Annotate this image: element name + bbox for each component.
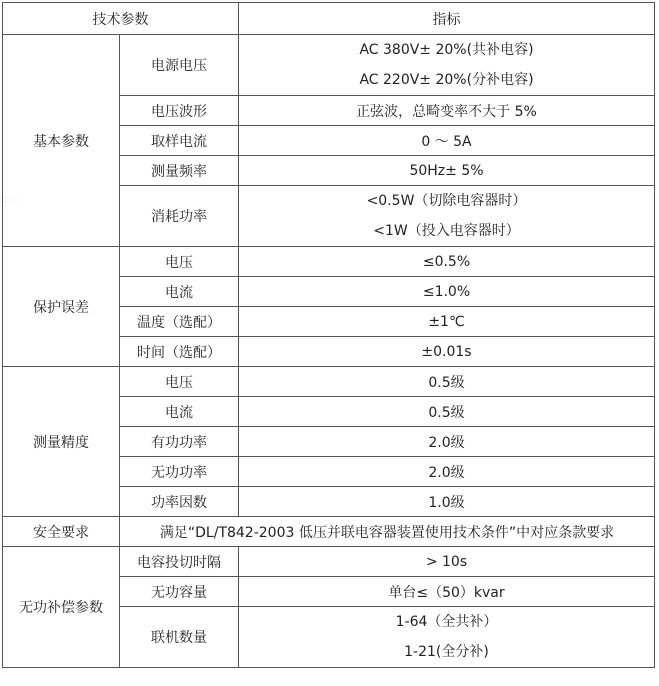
- spec-table: [2, 2, 655, 668]
- table-row: [3, 367, 655, 397]
- item-label: 电容投切时隔: [120, 547, 239, 577]
- item-label: 电压: [120, 367, 239, 397]
- group-label: 测量精度: [3, 367, 120, 517]
- item-value: 1.0级: [239, 487, 655, 517]
- value-line: AC 220V± 20%(分补电容): [359, 72, 534, 88]
- item-label: 时间（选配）: [120, 337, 239, 367]
- value-line: 1-64（全共补）: [395, 614, 498, 630]
- header-spec: 指标: [239, 3, 655, 35]
- item-value: [239, 186, 655, 247]
- watermark: ∷∷∷: [0, 196, 18, 206]
- value-line: 1-21(全分补): [404, 644, 489, 660]
- item-label: 联机数量: [120, 607, 239, 668]
- table-row: [3, 517, 655, 547]
- table-row: [3, 247, 655, 277]
- group-label: 保护误差: [3, 247, 120, 367]
- table-row: [3, 35, 655, 96]
- header-param: 技术参数: [3, 3, 239, 35]
- table-row: [3, 547, 655, 577]
- item-value: 0.5级: [239, 367, 655, 397]
- item-label: 功率因数: [120, 487, 239, 517]
- item-value: 2.0级: [239, 457, 655, 487]
- item-label: 电流: [120, 277, 239, 307]
- item-label: 电源电压: [120, 35, 239, 96]
- item-value: 满足“DL/T842-2003 低压并联电容器装置使用技术条件”中对应条款要求: [120, 517, 655, 547]
- item-label: 电压: [120, 247, 239, 277]
- item-label: 电压波形: [120, 96, 239, 126]
- item-label: 消耗功率: [120, 186, 239, 247]
- item-label: 温度（选配）: [120, 307, 239, 337]
- item-value: > 10s: [239, 547, 655, 577]
- item-value: 单台≤（50）kvar: [239, 577, 655, 607]
- item-label: 无功容量: [120, 577, 239, 607]
- value-line: <1W（投入电容器时）: [373, 223, 520, 239]
- item-value: ±1℃: [239, 307, 655, 337]
- group-label: 无功补偿参数: [3, 547, 120, 668]
- item-value: 正弦波，总畸变率不大于 5%: [239, 96, 655, 126]
- item-value: 50Hz± 5%: [239, 156, 655, 186]
- item-value: 0.5级: [239, 397, 655, 427]
- item-value: ≤0.5%: [239, 247, 655, 277]
- item-value: ≤1.0%: [239, 277, 655, 307]
- item-label: 取样电流: [120, 126, 239, 156]
- item-label: 有功功率: [120, 427, 239, 457]
- header-row: [3, 3, 655, 35]
- item-label: 测量频率: [120, 156, 239, 186]
- item-label: 电流: [120, 397, 239, 427]
- item-value: ±0.01s: [239, 337, 655, 367]
- group-label: 安全要求: [3, 517, 120, 547]
- value-line: AC 380V± 20%(共补电容): [359, 42, 534, 58]
- item-value: 2.0级: [239, 427, 655, 457]
- item-value: [239, 607, 655, 668]
- group-label: 基本参数: [3, 35, 120, 247]
- value-line: <0.5W（切除电容器时）: [366, 193, 527, 209]
- item-label: 无功功率: [120, 457, 239, 487]
- item-value: 0 ～ 5A: [239, 126, 655, 156]
- item-value: [239, 35, 655, 96]
